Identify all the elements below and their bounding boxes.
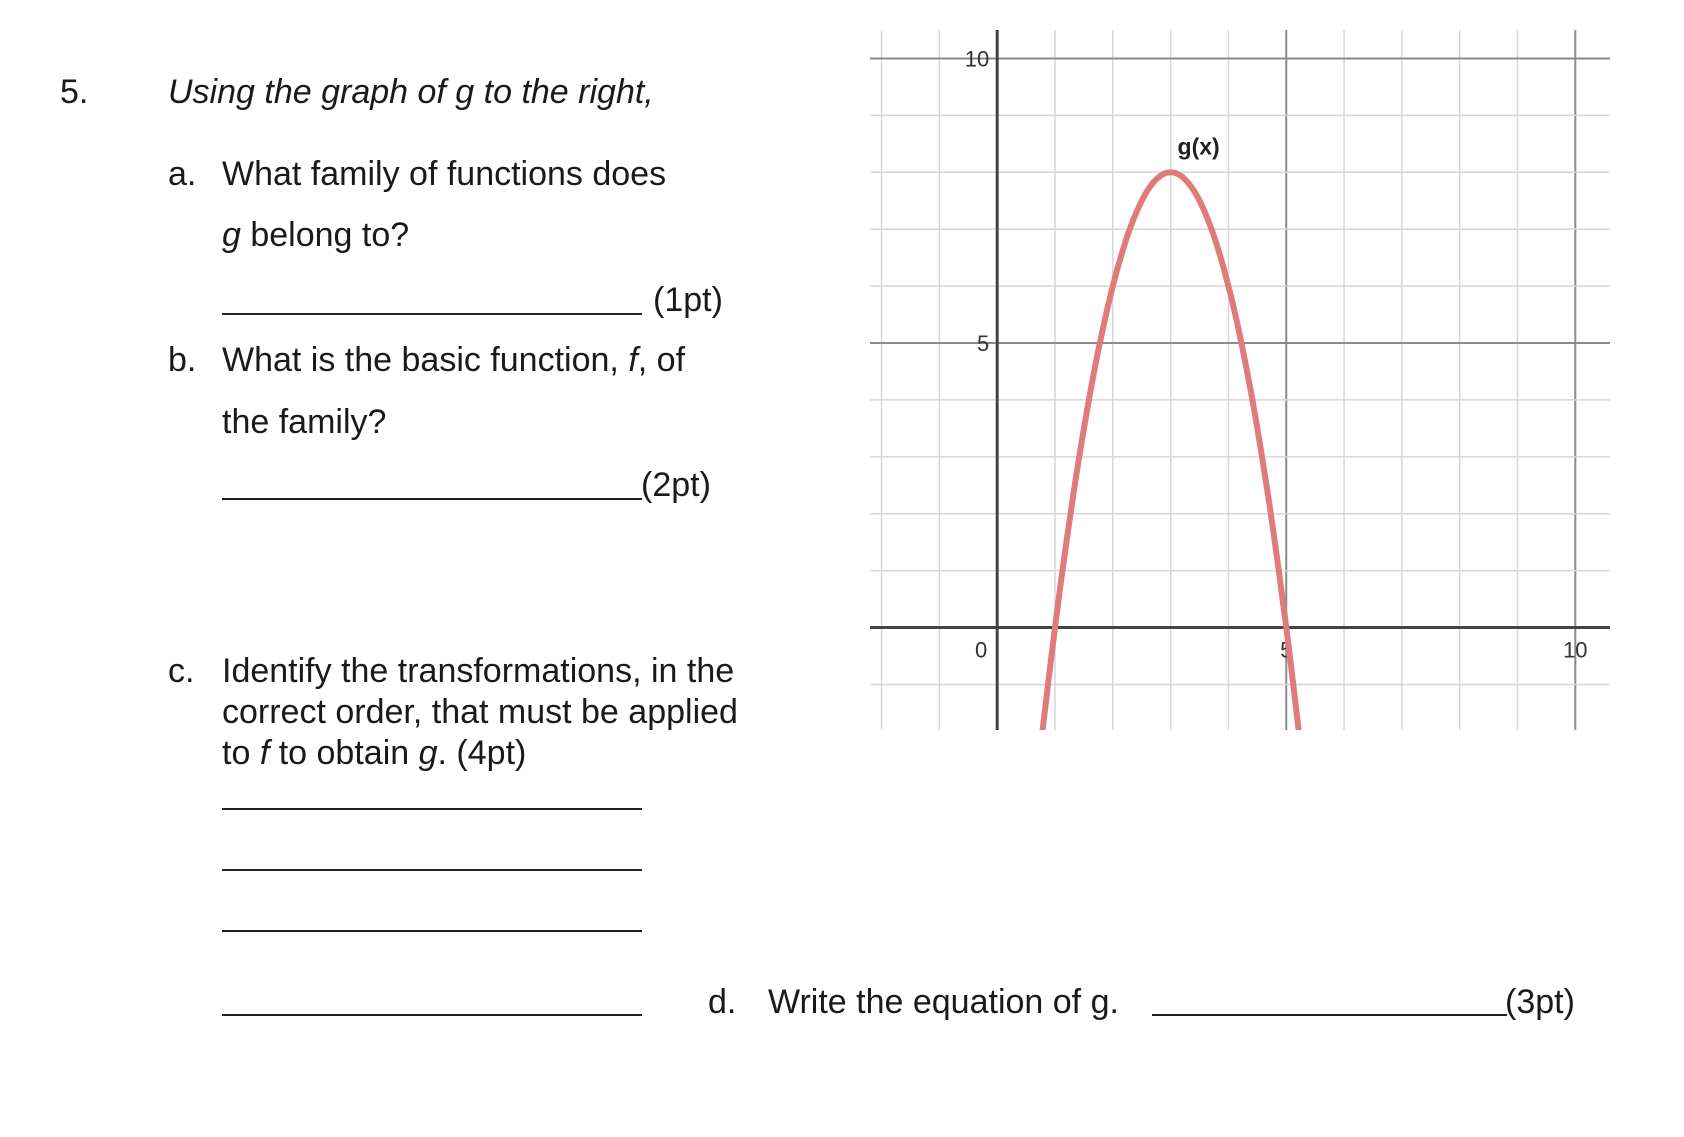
part-c-line2: correct order, that must be applied <box>222 693 738 731</box>
part-b-line2: the family? <box>222 403 387 441</box>
y-tick-label: 5 <box>976 331 990 357</box>
part-a-letter: a. <box>168 155 197 193</box>
var-f: f <box>628 341 638 379</box>
var-g: g <box>222 216 241 254</box>
part-d-letter: d. <box>708 983 737 1021</box>
part-c-line3-post: . (4pt) <box>437 734 527 772</box>
part-b-points: (2pt) <box>641 466 711 504</box>
part-d-points: (3pt) <box>1505 983 1575 1021</box>
x-tick-label: 0 <box>974 637 988 663</box>
answer-blank-b[interactable] <box>222 498 642 500</box>
part-a-line1: What family of functions does <box>222 155 667 193</box>
answer-blank-c4[interactable] <box>222 1014 642 1016</box>
question-prompt: Using the graph of g to the right, <box>168 73 654 111</box>
answer-blank-d[interactable] <box>1152 1014 1507 1016</box>
grid <box>870 30 1610 730</box>
question-number: 5. <box>60 73 89 111</box>
var-g-c: g <box>418 734 438 772</box>
part-a-line2 <box>222 218 409 252</box>
part-d-text: Write the equation of g. <box>768 983 1119 1021</box>
part-b-line1-pre: What is the basic function, <box>222 341 629 379</box>
y-tick-label: 10 <box>964 46 990 72</box>
part-c-line3-mid: to obtain <box>269 734 419 772</box>
graph-of-g <box>870 30 1610 730</box>
answer-blank-a[interactable] <box>222 313 642 315</box>
x-tick-label: 5 <box>1280 637 1293 663</box>
part-c-letter: c. <box>168 652 195 690</box>
part-a-points: (1pt) <box>653 281 723 319</box>
axes <box>870 30 1610 730</box>
x-tick-label: 10 <box>1563 637 1588 663</box>
answer-blank-c1[interactable] <box>222 808 642 810</box>
part-b-line1-post: , of <box>637 341 686 379</box>
part-b-letter: b. <box>168 341 197 379</box>
part-c-line1: Identify the transformations, in the <box>222 652 735 690</box>
part-b-line1 <box>222 343 685 377</box>
answer-blank-c3[interactable] <box>222 930 642 932</box>
answer-blank-c2[interactable] <box>222 869 642 871</box>
curve-label: g(x) <box>1177 133 1220 160</box>
part-c-line3-pre: to <box>222 734 260 772</box>
var-f-c: f <box>259 734 270 772</box>
part-a-line2-rest: belong to? <box>240 216 410 254</box>
part-c-line3 <box>222 736 526 770</box>
